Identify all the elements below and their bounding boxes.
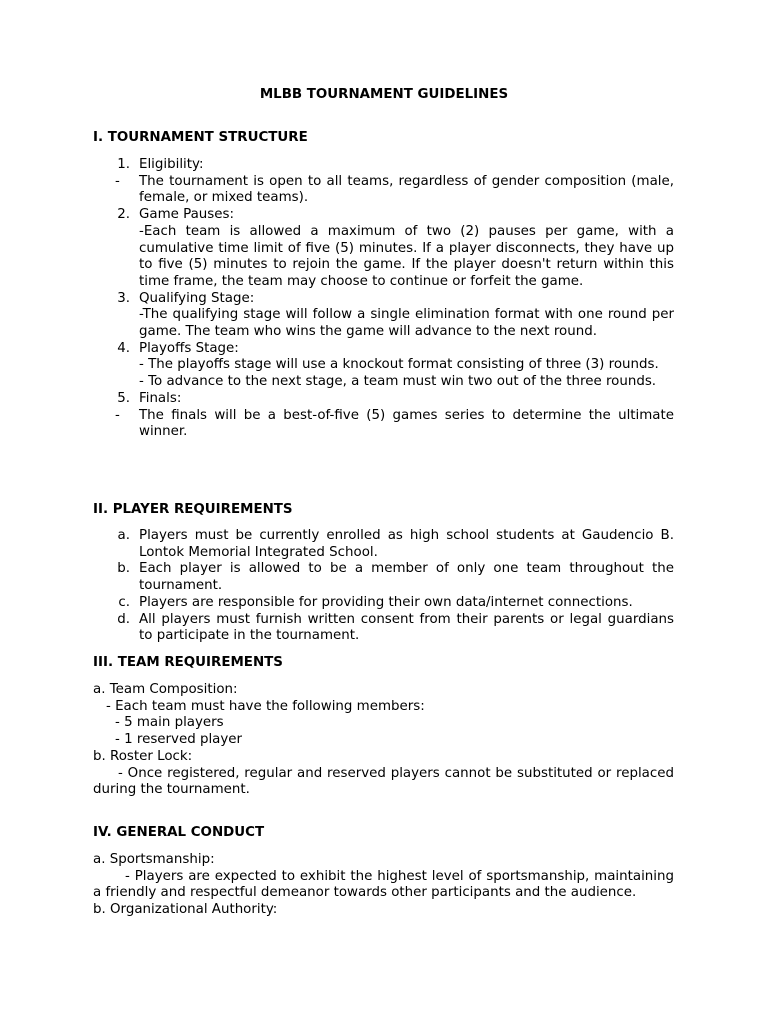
section-team-requirements xyxy=(93,682,674,799)
text-paragraph: - Players are expected to exhibit the highest level of sportsmanship, maintaining a friendly and respectful demeanor towards other participants and the audience. xyxy=(93,868,674,901)
text-line: - 1 reserved player xyxy=(115,732,243,748)
section-player-requirements xyxy=(93,528,674,645)
text-line: - Each team must have the following members: xyxy=(106,698,425,714)
section-heading-team-requirements: III. TEAM REQUIREMENTS xyxy=(93,655,283,670)
list-item-body: -Each team is allowed a maximum of two (2) pauses per game, with a cumulative time limit of five (5) minutes. If a player disconnects, they have up to five (5) minutes to rejoin the game. If the player doesn't return within this time frame, the team may choose to continue or forfeit the game. xyxy=(139,223,674,289)
list-item: - The tournament is open to all teams, regardless of gender composition (male, female, or mixed teams). xyxy=(115,173,674,206)
text-line: a. Team Composition: xyxy=(93,682,238,697)
list-item: 4. Playoffs Stage: xyxy=(117,340,239,356)
list-item: a. Players must be currently enrolled as high school students at Gaudencio B. Lontok Memorial Integrated School. xyxy=(117,528,674,560)
text-line: a. Sportsmanship: xyxy=(93,852,215,867)
list-item: 1. Eligibility: xyxy=(117,157,204,172)
section-structure xyxy=(93,157,674,441)
list-item: - The finals will be a best-of-five (5) games series to determine the ultimate winner. xyxy=(115,407,674,440)
document-title: MLBB TOURNAMENT GUIDELINES xyxy=(259,87,509,102)
section-heading-general-conduct: IV. GENERAL CONDUCT xyxy=(93,825,265,840)
list-item: c. Players are responsible for providing their own data/internet connections. xyxy=(118,594,633,610)
section-heading-structure: I. TOURNAMENT STRUCTURE xyxy=(93,130,308,145)
list-item: 2. Game Pauses: xyxy=(117,207,234,223)
list-item-body: -The qualifying stage will follow a single elimination format with one round per game. The team who wins the game will advance to the next round. xyxy=(139,307,674,340)
text-line: b. Organizational Authority: xyxy=(93,902,278,918)
section-general-conduct xyxy=(93,852,674,919)
text-line: b. Roster Lock: xyxy=(93,748,193,764)
list-item: d. All players must furnish written consent from their parents or legal guardians to participate in the tournament. xyxy=(117,611,674,644)
list-item: b. Each player is allowed to be a member of only one team throughout the tournament. xyxy=(117,561,674,594)
list-item: 5. Finals: xyxy=(117,390,182,406)
list-item-body: - To advance to the next stage, a team must win two out of the three rounds. xyxy=(139,374,657,390)
list-item: 3. Qualifying Stage: xyxy=(117,290,255,306)
text-paragraph: - Once registered, regular and reserved players cannot be substituted or replaced during the tournament. xyxy=(93,765,674,798)
list-item-body: - The playoffs stage will use a knockout format consisting of three (3) rounds. xyxy=(139,357,659,373)
text-line: - 5 main players xyxy=(115,715,224,731)
section-heading-player-requirements: II. PLAYER REQUIREMENTS xyxy=(93,502,293,517)
